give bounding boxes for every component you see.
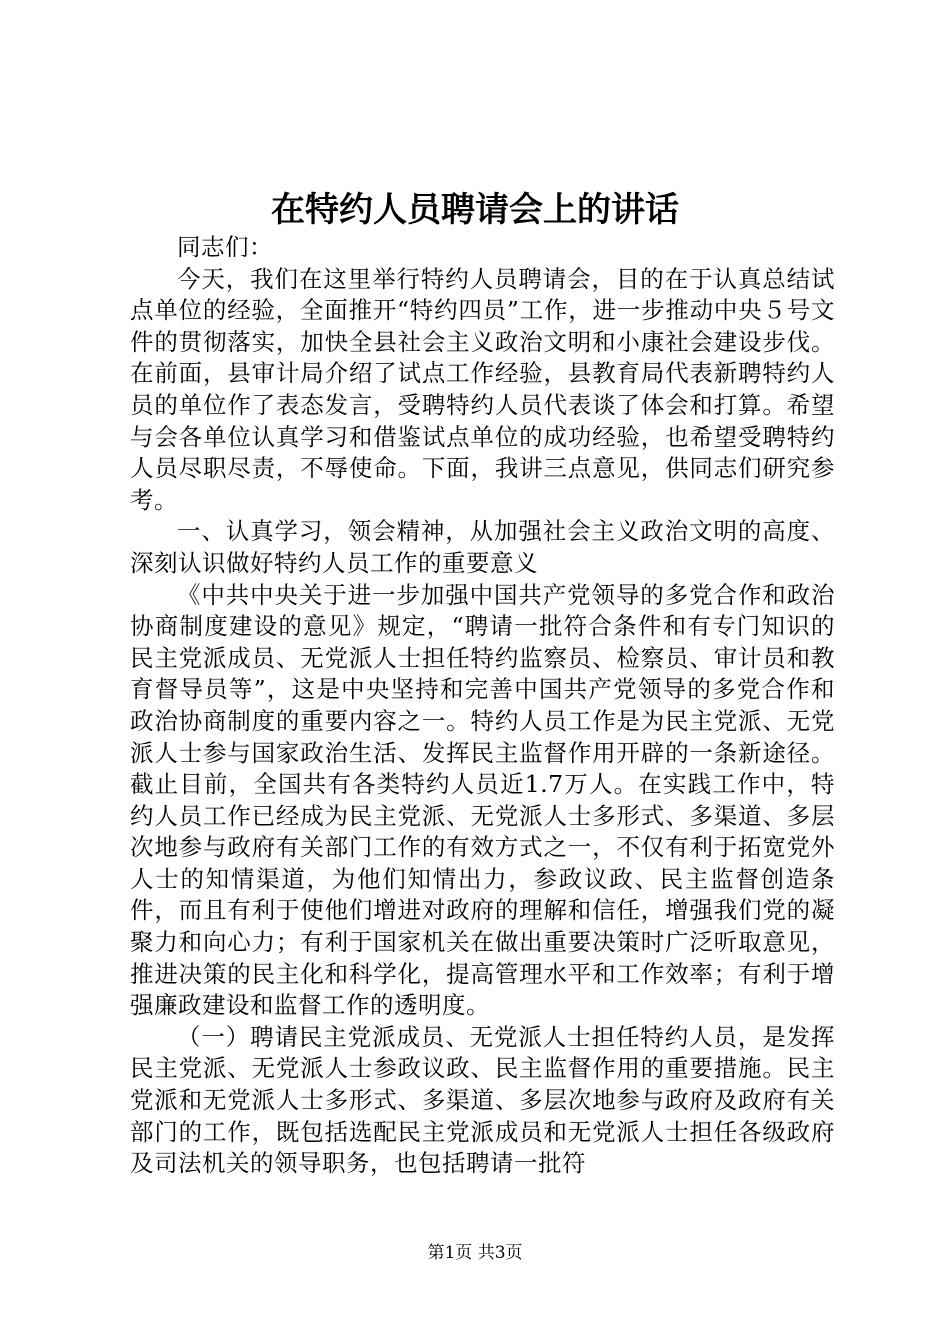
body-paragraph: （一）聘请民主党派成员、无党派人士担任特约人员，是发挥民主党派、无党派人士参政议政、民主监督作用的重要措施。民主党派和无党派人士多形式、多渠道、多层次地参与政府及政府有关部门的工作，既包括选配民主党派成员和无党派人士担任各级政府及司法机关的领导职务，也包括聘请一批符 (130, 1022, 835, 1178)
document-body (130, 232, 835, 1180)
document-title: 在特约人员聘请会上的讲话 (271, 190, 679, 230)
section-heading: 一、认真学习，领会精神，从加强社会主义政治文明的高度、深刻认识做好特约人员工作的重要意义 (130, 517, 835, 577)
body-paragraph: 《中共中央关于进一步加强中国共产党领导的多党合作和政治协商制度建设的意见》规定，“聘请一批符合条件和有专门知识的民主党派成员、无党派人士担任特约监察员、检察员、审计员和教育督导员等”，这是中央坚持和完善中国共产党领导的多党合作和政治协商制度的重要内容之一。特约人员工作是为民主党派、无党派人士参与国家政治生活、发挥民主监督作用开辟的一条新途径。截止目前，全国共有各类特约人员近1.7万人。在实践工作中，特约人员工作已经成为民主党派、无党派人士多形式、多渠道、多层次地参与政府有关部门工作的有效方式之一，不仅有利于拓宽党外人士的知情渠道，为他们知情出力，参政议政、民主监督创造条件，而且有利于使他们增进对政府的理解和信任，增强我们党的凝聚力和向心力；有利于国家机关在做出重要决策时广泛听取意见，推进决策的民主化和科学化，提高管理水平和工作效率；有利于增强廉政建设和监督工作的透明度。 (130, 580, 835, 1020)
page-number: 第1页 共3页 (427, 1243, 523, 1263)
body-paragraph: 今天，我们在这里举行特约人员聘请会，目的在于认真总结试点单位的经验，全面推开“特约四员”工作，进一步推动中央５号文件的贯彻落实，加快全县社会主义政治文明和小康社会建设步伐。在前面，县审计局介绍了试点工作经验，县教育局代表新聘特约人员的单位作了表态发言，受聘特约人员代表谈了体会和打算。希望与会各单位认真学习和借鉴试点单位的成功经验，也希望受聘特约人员尽职尽责，不辱使命。下面，我讲三点意见，供同志们研究参考。 (130, 264, 835, 514)
salutation: 同志们： (177, 233, 273, 261)
